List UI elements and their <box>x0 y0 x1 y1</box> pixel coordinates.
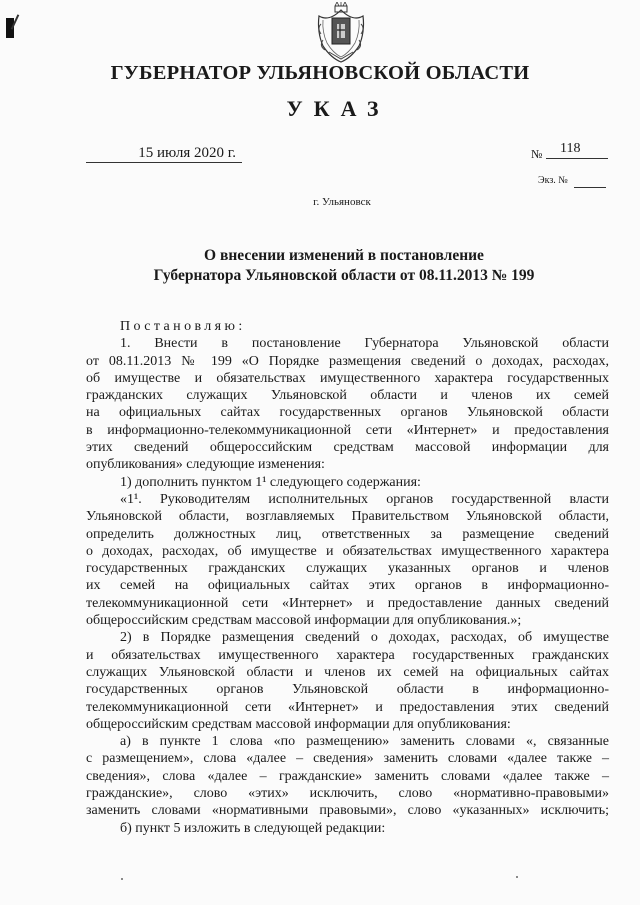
document-type: УКАЗ <box>286 96 390 121</box>
body-line: телекоммуникационной сети «Интернет» и предоставления этих сведений <box>86 699 609 715</box>
body-line: служащих Ульяновской области и членов их семей на официальных сайтах <box>86 664 609 680</box>
body-line: 1. Внести в постановление Губернатора Ульяновской области <box>120 336 609 352</box>
body-line: Постановляю: <box>120 319 246 334</box>
issue-city: г. Ульяновск <box>313 196 371 208</box>
scan-speck <box>121 878 123 880</box>
body-line: а) в пункте 1 слова «по размещению» заменить словами «, связанные <box>120 734 609 750</box>
body-line: в информационно-телекоммуникационной сети «Интернет» и предоставления <box>86 422 609 438</box>
body-line: «1¹. Руководителям исполнительных органов государственной власти <box>120 491 609 507</box>
body-line: об имуществе и обязательствах имущественного характера государственных <box>86 370 609 386</box>
body-line: Ульяновской области, возглавляемых Правительством Ульяновской области, <box>86 509 609 525</box>
coat-of-arms-emblem <box>313 2 369 64</box>
body-line: сведения», слова «далее – гражданские» заменить словами «далее также – <box>86 768 609 784</box>
copy-number-label: Экз. № <box>538 175 568 186</box>
body-line: общероссийским средствам массовой информации для опубликования: <box>86 716 511 732</box>
body-line: определить должностных лиц, ответственных за размещение сведений <box>86 526 609 542</box>
body-line: государственных гражданских служащих указанных органов и членов <box>86 561 609 577</box>
body-line: 2) в Порядке размещения сведений о доходах, расходах, об имуществе <box>120 630 609 646</box>
body-line: этих сведений общероссийским средствам массовой информации для <box>86 440 609 456</box>
body-line: гражданских служащих Ульяновской области и членов их семей <box>86 388 609 404</box>
body-line: от 08.11.2013 № 199 «О Порядке размещения сведений о доходах, расходах, <box>86 353 609 369</box>
issuing-authority: ГУБЕРНАТОР УЛЬЯНОВСКОЙ ОБЛАСТИ <box>110 62 530 84</box>
document-date: 15 июля 2020 г. <box>86 144 242 163</box>
body-line: гражданские», слово «этих» исключить, слово «нормативно-правовыми» <box>86 786 609 802</box>
body-line: опубликования» следующие изменения: <box>86 457 325 473</box>
body-line: 1) дополнить пунктом 1¹ следующего содержания: <box>120 474 421 490</box>
title-line: Губернатора Ульяновской области от 08.11.2013 № 199 <box>153 267 535 284</box>
title-line: О внесении изменений в постановление <box>204 247 484 264</box>
body-line: б) пункт 5 изложить в следующей редакции: <box>120 820 386 836</box>
body-line: и обязательствах имущественного характера государственных гражданских <box>86 647 609 663</box>
body-line: о доходах, расходах, об имуществе и обязательствах имущественного характера <box>86 543 609 559</box>
body-line: телекоммуникационной сети «Интернет» и предоставление данных сведений <box>86 595 609 611</box>
document-title <box>0 246 640 286</box>
body-line: государственных органов Ульяновской области в информационно- <box>86 682 609 698</box>
body-line: заменить словами «нормативными правовыми», слово «указанных» исключить; <box>86 803 609 819</box>
body-line: с размещением», слова «далее – сведения» заменить словами «далее также – <box>86 751 609 767</box>
body-line: их семей на официальных сайтах этих органов в информационно- <box>86 578 609 594</box>
body-line: на официальных сайтах государственных органов Ульяновской области <box>86 405 609 421</box>
copy-number-blank <box>574 187 606 188</box>
number-sign: № <box>531 147 543 161</box>
body-line: общероссийским средствам массовой информации для опубликования.»; <box>86 613 522 629</box>
document-number: 118 <box>546 140 608 159</box>
scan-speck <box>516 876 518 878</box>
document-body <box>86 318 609 837</box>
